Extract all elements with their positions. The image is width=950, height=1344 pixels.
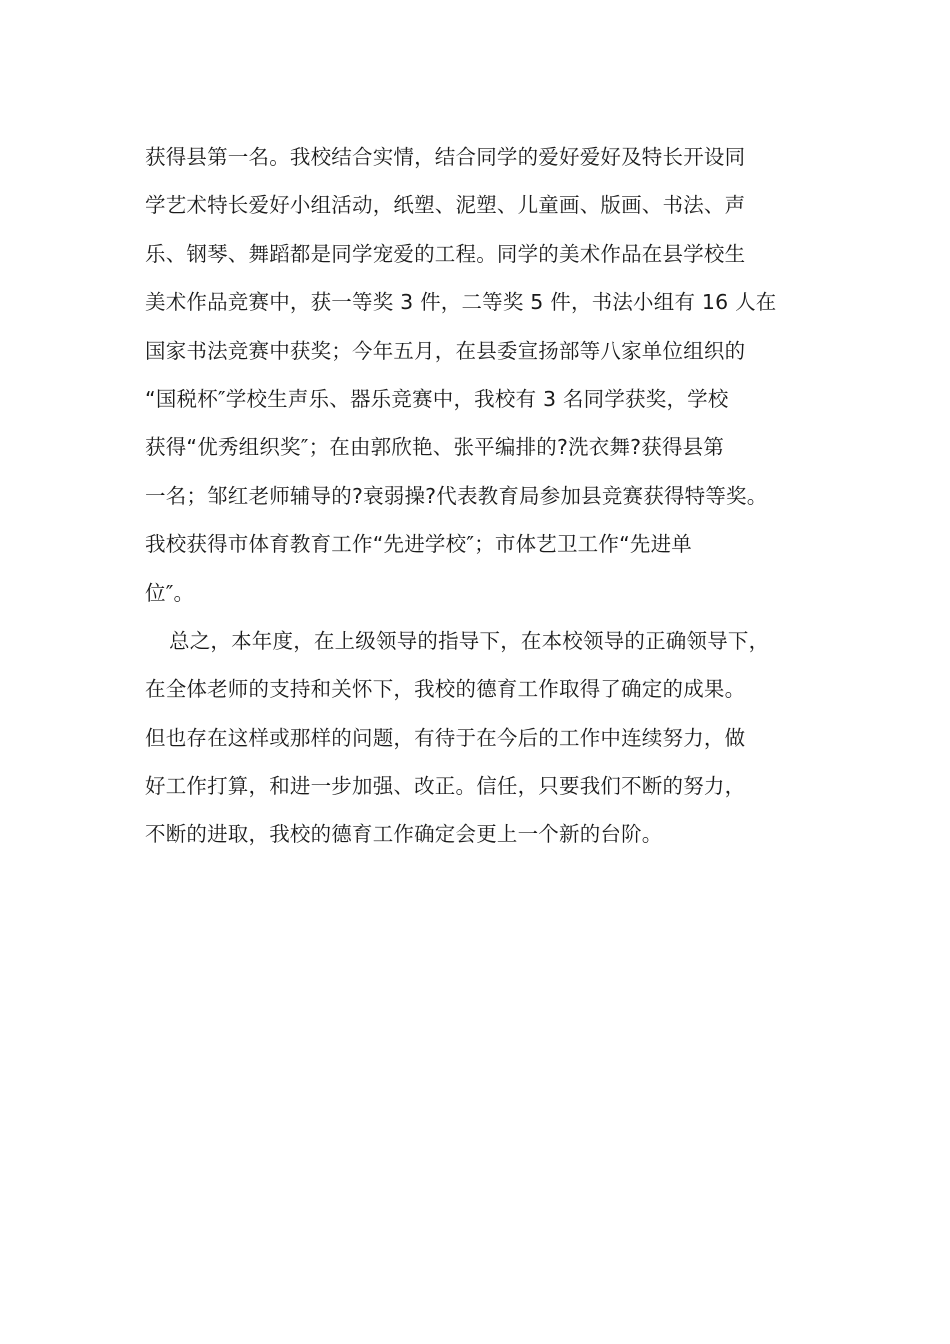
body-text	[145, 133, 845, 859]
text-line: 美术作品竞赛中，获一等奖 3 件，二等奖 5 件，书法小组有 16 人在	[145, 290, 777, 315]
text-line: 一名；邹红老师辅导的?衰弱操?代表教育局参加县竞赛获得特等奖。	[145, 483, 768, 508]
text-line: 不断的进取，我校的德育工作确定会更上一个新的台阶。	[145, 822, 663, 847]
text-line: 总之，本年度，在上级领导的指导下，在本校领导的正确领导下，	[169, 628, 770, 653]
text-line: 位″。	[145, 580, 195, 605]
text-line: 但也存在这样或那样的问题，有待于在今后的工作中连续努力，做	[145, 725, 746, 750]
text-line: 学艺术特长爱好小组活动，纸塑、泥塑、儿童画、版画、书法、声	[145, 193, 746, 218]
text-line: “国税杯″学校生声乐、器乐竞赛中，我校有 3 名同学获奖，学校	[145, 386, 729, 411]
text-line: 好工作打算，和进一步加强、改正。信任，只要我们不断的努力，	[145, 774, 746, 799]
text-line: 在全体老师的支持和关怀下，我校的德育工作取得了确定的成果。	[145, 677, 746, 702]
text-line: 乐、钢琴、舞蹈都是同学宠爱的工程。同学的美术作品在县学校生	[145, 241, 746, 266]
text-line: 国家书法竞赛中获奖；今年五月，在县委宣扬部等八家单位组织的	[145, 338, 746, 363]
text-line: 获得县第一名。我校结合实情，结合同学的爱好爱好及特长开设同	[145, 145, 746, 169]
text-line: 获得“优秀组织奖″；在由郭欣艳、张平编排的?洗衣舞?获得县第	[145, 435, 725, 460]
paragraph-1	[145, 133, 845, 617]
paragraph-2	[145, 617, 845, 859]
text-line: 我校获得市体育教育工作“先进学校″；市体艺卫工作“先进单	[145, 532, 692, 557]
